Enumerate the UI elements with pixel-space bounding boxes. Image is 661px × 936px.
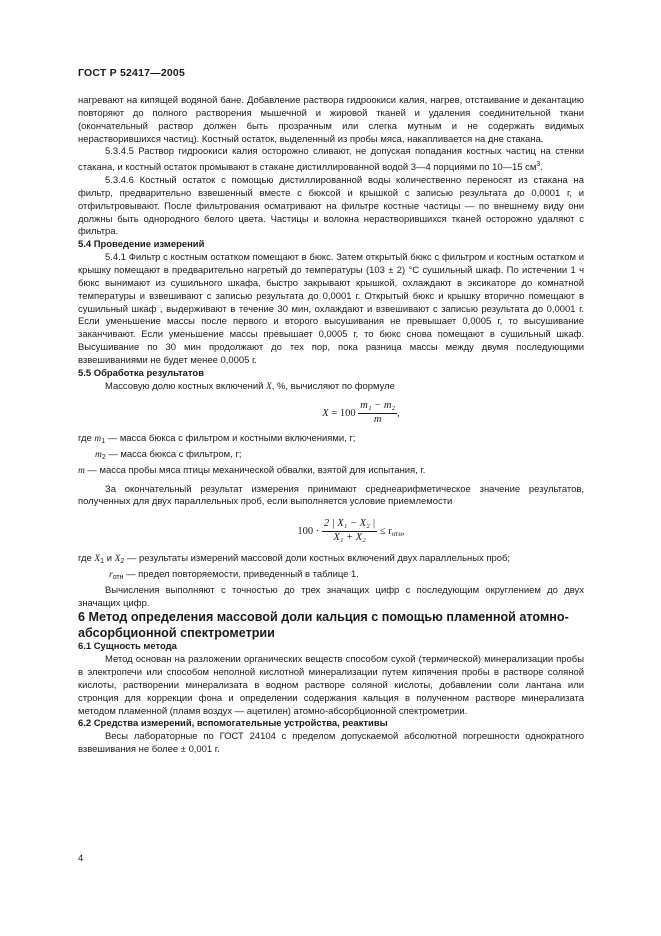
paragraph-5-3-4-5: 5.3.4.5 Раствор гидроокиси калия осторожно сливают, не допуская попадания костных частиц на стенки стакана, и костный остаток промывают в стакане дистиллированной водой 3—4 порциями по 10—15 $см^3$. xyxy=(78,146,584,174)
formula-legend-m: m — масса пробы мяса птицы механической обвалки, взятой для испытания, г. xyxy=(78,464,426,476)
section-heading-6-1: 6.1 Сущность метода xyxy=(78,641,177,653)
formula-legend-x: где $X_1$ и $X_2$ — результаты измерений массовой доли костных включений двух параллельных проб; xyxy=(78,553,510,565)
paragraph-formula-intro: Массовую долю костных включений X, %, вычисляют по формуле xyxy=(105,380,395,392)
paragraph-acceptance: За окончательный результат измерения принимают среднеарифметическое значение результатов, полученных для двух параллельных проб, если выполняется условие приемлемости xyxy=(78,483,584,508)
paragraph-rounding: Вычисления выполняют с точностью до трех значащих цифр с последующим округлением до двух значащих цифр. xyxy=(78,584,584,609)
document-body xyxy=(78,95,584,757)
formula-x: X = 100 $\frac{\text{m₁ − m₂}}{m}$ , xyxy=(322,400,400,426)
formula-acceptance: 100 · $\frac{\text{2 | X₁ − X₂ |}}{\text{X₁ + X₂}}$ ≤ $r_{отн}$, xyxy=(297,518,405,544)
page-number: 4 xyxy=(78,853,84,864)
section-heading-5-4: 5.4 Проведение измерений xyxy=(78,239,205,251)
formula-legend-r: $r_{отн}$ — предел повторяемости, приведенный в таблице 1. xyxy=(109,568,359,581)
section-heading-5-5: 5.5 Обработка результатов xyxy=(78,367,204,379)
section-heading-6-2: 6.2 Средства измерений, вспомогательные устройства, реактивы xyxy=(78,718,388,730)
paragraph-5-4-1: 5.4.1 Фильтр с костным остатком помещают в бюкс. Затем открытый бюкс с фильтром и костным остатком и крышку помещают в предварительно нагретый до температуры (103 ± 2) °С сушильный шкаф. По истечении 1 ч бюкс вынимают из сушильного шкафа, быстро закрывают крышкой, охлаждают в эксикаторе до комнатной температуры и взвешивают с записью результата до 0,0001 г. Открытый бюкс и крышку вторично помещают в сушильный шкаф , выдерживают в течение 30 мин, охлаждают и взвешивают с записью результата до 0,0001 г. Если уменьшение массы после первого и второго высушивания не превышает 0,0005 г, то высушивание заканчивают. Если уменьшение массы превышает 0,0005 г, то бюкс снова помещают в сушильный шкаф. Высушивание по 30 мин продолжают до тех пор, пока разница массы между двумя последующими взвешиваниями не будет менее 0,0005 г. xyxy=(78,252,584,366)
paragraph-method-principle: Метод основан на разложении органических веществ способом сухой (термической) минерализации пробы в электропечи или способом неполной кислотной минерализации путем кипячения пробы в растворе соляной кислоты, растворении минерализата в водном растворе соляной кислоты, добавлении соли лантана или стронция для коррекции фона и определении содержания кальция в полученном растворе минерализата методом пламенной (пламя воздух — ацетилен) атомно-абсорбционной спектрометрии. xyxy=(78,654,584,717)
paragraph: нагревают на кипящей водяной бане. Добавление раствора гидроокиси калия, нагрев, отстаивание и декантацию повторяют до полного растворения мышечной и жировой тканей и удаления соединительной ткани (окончательный раствор должен быть прозрачным или слегка мутным и не содержать видимых нерастворившихся частиц). Костный остаток, выделенный из пробы мяса, накапливается на дне стакана. xyxy=(78,95,584,145)
document-header: ГОСТ Р 52417—2005 xyxy=(78,67,186,79)
section-heading-6: 6 Метод определения массовой доли кальция с помощью пламенной атомно-абсорбционной спектрометрии xyxy=(78,610,569,640)
paragraph-balances: Весы лабораторные по ГОСТ 24104 с пределом допускаемой абсолютной погрешности однократного взвешивания не более ± 0,001 г. xyxy=(78,731,584,756)
formula-legend-m1: где $m_1$ — масса бюкса с фильтром и костными включениями, г; xyxy=(78,433,356,446)
paragraph-5-3-4-6: 5.3.4.6 Костный остаток с помощью дистиллированной воды количественно переносят из стакана на фильтр, предварительно взвешенный вместе с бюксой и крышкой с записью результата до 0,0001 г, и отфильтровывают. После фильтрования осматривают на фильтре костные частицы — по внешнему виду они должны быть однородного белого цвета. Частицы и волокна нерастворившихся тканей осторожно удаляют с фильтра. xyxy=(78,175,584,238)
formula-legend-m2: $m_2$ — масса бюкса с фильтром, г; xyxy=(95,448,242,461)
